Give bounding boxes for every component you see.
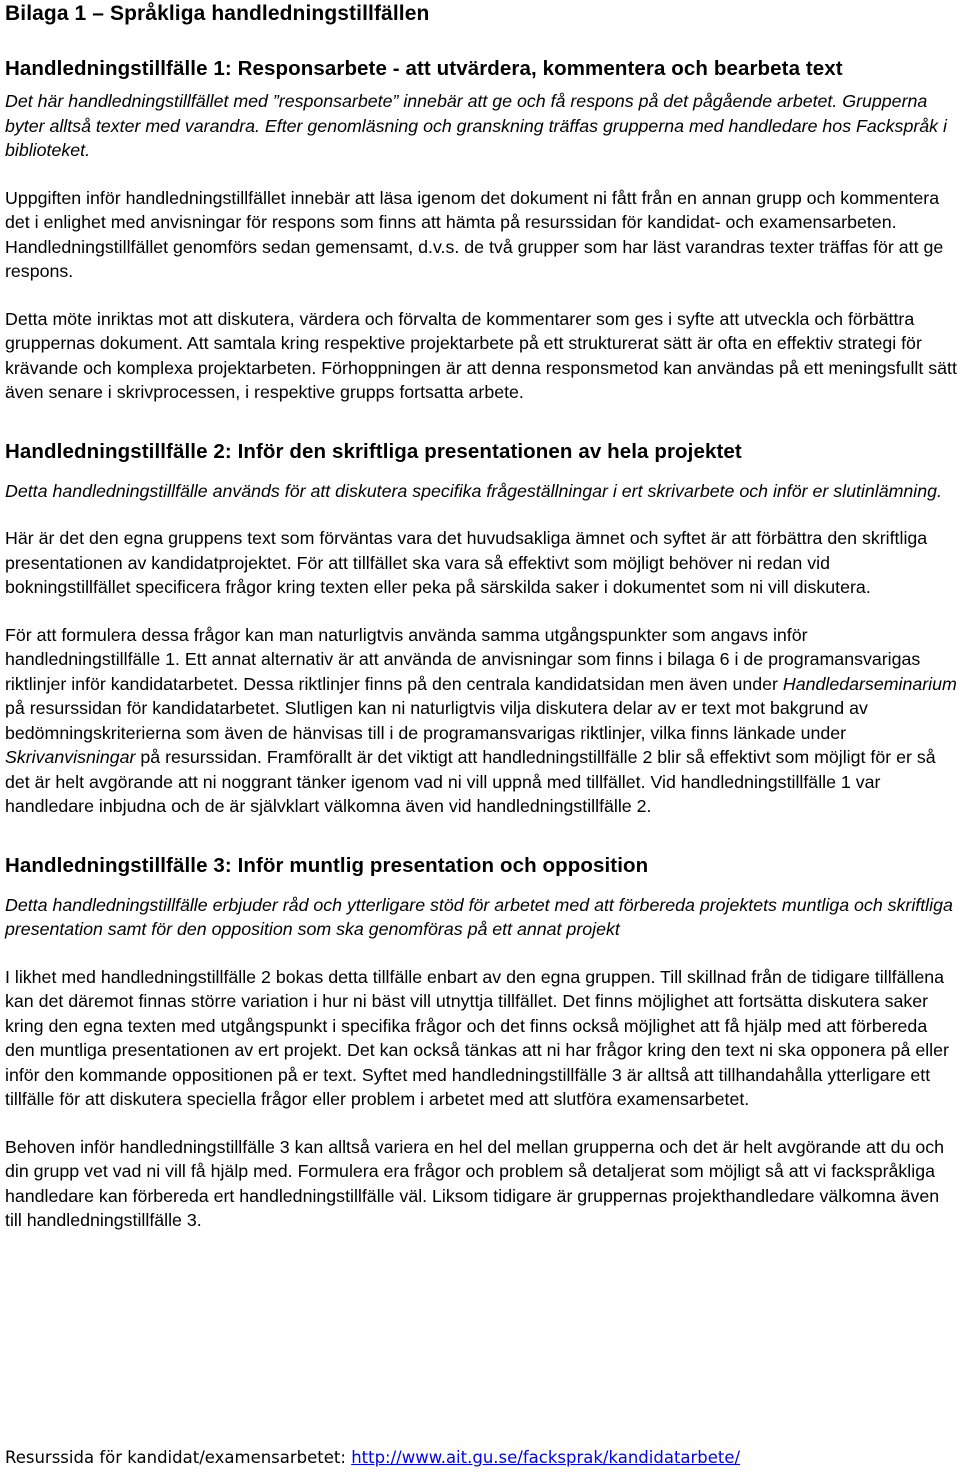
- section-1-paragraph-1: Uppgiften inför handledningstillfället innebär att läsa igenom det dokument ni fått från en annan grupp och kommentera det i enlighet med anvisningar för respons som finns att hämta på resurssidan för kandidat- och examensarbeten. Handledningstillfället genomförs sedan gemensamt, d.v.s. de två grupper som har läst varandras texter träffas för att ge respons.: [5, 187, 944, 281]
- section-3-paragraph-1: I likhet med handledningstillfälle 2 bokas detta tillfälle enbart av den egna gruppen. Till skillnad från de tidigare tillfällena kan det däremot finnas större variation i hur ni bäst vill utnyttja tillfället. Det finns möjlighet att fortsätta diskutera saker kring den egna texten med utgångspunkt i specifika frågor och det finns också möjlighet att få hjälp med att förbereda den muntliga presentationen av ert projekt. Det kan också tänkas att ni har frågor kring den text ni ska opponera på eller inför den kommande oppositionen på er text. Syftet med handledningstillfälle 3 är alltså att tillhandahålla ytterligare ett tillfälle för att diskutera speciella frågor eller problem i arbetet med att slutföra examensarbetet.: [5, 966, 949, 1109]
- section-2-paragraph-2-part-1: För att formulera dessa frågor kan man naturligtvis använda samma utgångspunkter som angavs inför handledningstillfälle 1. Ett annat alternativ är att använda de anvisningar som finns i bilaga 6 i de programansvarigas riktlinjer inför kandidatarbetet. Dessa riktlinjer finns på den centrala kandidatsidan men även under: [5, 624, 921, 694]
- section-3-intro: Detta handledningstillfälle erbjuder råd och ytterligare stöd för arbetet med att förbereda projektets muntliga och skriftliga presentation samt för den opposition som ska genomföras på ett annat projekt: [5, 894, 953, 939]
- section-1-paragraph-2: Detta möte inriktas mot att diskutera, värdera och förvalta de kommentarer som ges i syfte att utveckla och förbättra gruppernas dokument. Att samtala kring respektive projektarbete på ett strukturerat sätt är ofta en effektiv strategi för krävande och komplexa projektarbeten. Förhoppningen är att denna responsmetod kan användas på ett meningsfullt sätt även senare i skrivprocessen, i respektive grupps fortsatta arbete.: [5, 308, 957, 402]
- section-3-paragraph-2: Behoven inför handledningstillfälle 3 kan alltså variera en hel del mellan grupperna och det är helt avgörande att du och din grupp vet vad ni vill få hjälp med. Formulera era frågor och problem så detaljerat som möjligt så att vi fackspråkliga handledare kan förbereda ert handledningstillfälle väl. Liksom tidigare är gruppernas projekthandledare välkomna även till handledningstillfälle 3.: [5, 1136, 945, 1230]
- section-2-paragraph-1: Här är det den egna gruppens text som förväntas vara det huvudsakliga ämnet och syftet är att förbättra den skriftliga presentationen av kandidatprojektet. För att tillfället ska vara så effektivt som möjligt behöver ni redan vid bokningstillfället specificera frågor kring texten eller peka på särskilda saker i dokumentet som ni vill diskutera.: [5, 528, 928, 597]
- section-1-heading: Handledningstillfälle 1: Responsarbete - att utvärdera, kommentera och bearbeta text: [5, 57, 843, 80]
- page-footer: [5, 1446, 740, 1470]
- handledarseminarium-term: Handledarseminarium: [782, 673, 957, 694]
- section-2-paragraph-2-part-2: på resurssidan för kandidatarbetet. Slutligen kan ni naturligtvis vilja diskutera delar av er text mot bakgrund av bedömningskriterierna som även de hänvisas till i de programansvarigas riktlinjer, vilka finns länkade under: [5, 698, 868, 743]
- footer-label: Resurssida för kandidat/examensarbetet:: [5, 1448, 352, 1467]
- resource-page-link[interactable]: http://www.ait.gu.se/facksprak/kandidatarbete/: [351, 1448, 741, 1467]
- section-2-heading: Handledningstillfälle 2: Inför den skriftliga presentationen av hela projektet: [5, 439, 742, 463]
- section-3-heading: Handledningstillfälle 3: Inför muntlig presentation och opposition: [5, 853, 649, 877]
- section-1-intro: Det här handledningstillfället med ”responsarbete” innebär att ge och få respons på det pågående arbetet. Grupperna byter alltså texter med varandra. Efter genomläsning och granskning träffas grupperna med handledare hos Fackspråk i biblioteket.: [5, 91, 947, 160]
- section-2: [5, 439, 958, 819]
- section-3: [5, 853, 958, 1233]
- document-title: Bilaga 1 – Språkliga handledningstillfällen: [5, 2, 430, 25]
- section-2-paragraph-2-part-3: på resurssidan. Framförallt är det viktigt att handledningstillfälle 2 blir så effektivt som möjligt för er så det är helt avgörande att ni noggrant tänker igenom vad ni vill uppnå med tillfället. Vid handledningstillfälle 1 var handledare inbjudna och de är självklart välkomna även vid handledningstillfälle 2.: [5, 747, 936, 816]
- section-2-paragraph-2: [5, 623, 958, 819]
- section-1: [5, 56, 958, 405]
- skrivanvisningar-term: Skrivanvisningar: [5, 747, 136, 767]
- section-2-intro: Detta handledningstillfälle används för att diskutera specifika frågeställningar i ert skrivarbete och inför er slutinlämning.: [5, 480, 942, 501]
- document-page: [5, 0, 958, 1233]
